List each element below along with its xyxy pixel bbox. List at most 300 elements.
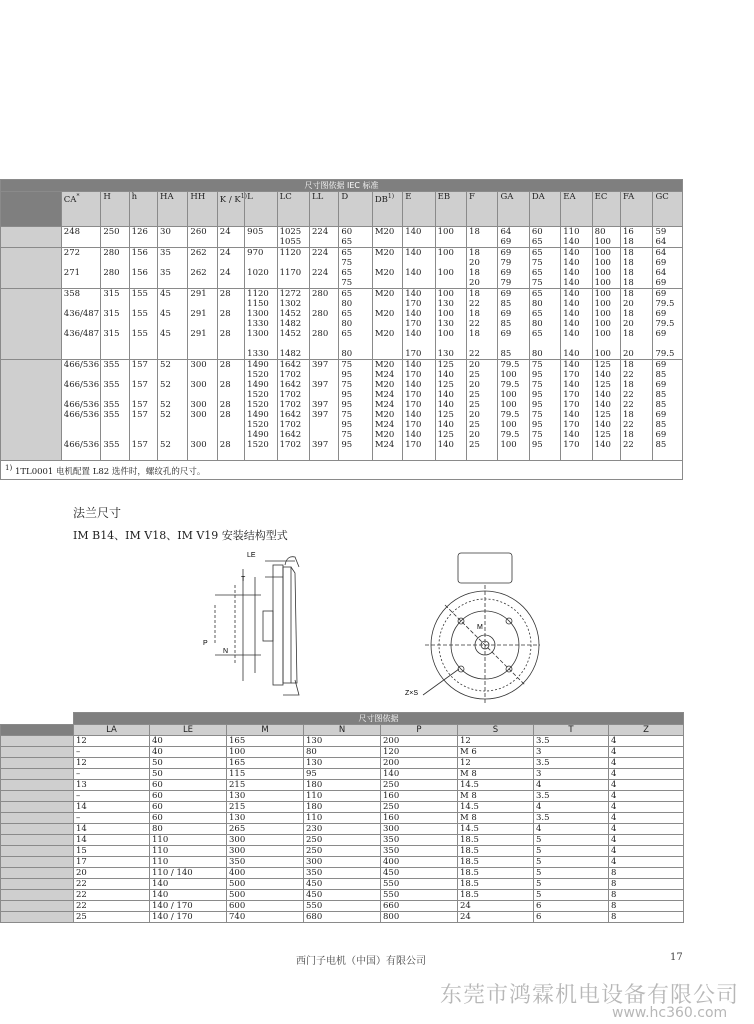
table1-cell: 65 75 65 75	[339, 248, 372, 289]
table2-corner	[1, 725, 74, 736]
table2-row-label	[1, 736, 74, 747]
table1-cell: 155 155 155	[129, 289, 157, 360]
table2-row	[1, 901, 684, 912]
table2-cell: 120	[381, 747, 458, 758]
table1-cell: 140 140	[403, 248, 435, 289]
table1-header-cell	[245, 192, 277, 227]
table1-cell: 125 140 125 140 140 125 140 125 140	[592, 360, 620, 461]
table2-header-cell: Z	[609, 725, 684, 736]
table1-header-cell	[529, 192, 560, 227]
table1-header-label: EA	[563, 192, 576, 202]
table1-header-sup: *	[76, 193, 80, 200]
table1-cell: 397 397 397 397 397	[310, 360, 339, 461]
table2-cell: 13	[74, 780, 150, 791]
table1-cell: 970 1020	[245, 248, 277, 289]
table2-cell: 110	[150, 846, 227, 857]
table2-header-cell: P	[381, 725, 458, 736]
table2-cell: 550	[304, 901, 381, 912]
table2-cell: –	[74, 813, 150, 824]
table1-row-group	[1, 289, 683, 360]
table2-cell: 40	[150, 747, 227, 758]
table2-cell: 4	[609, 835, 684, 846]
table2-cell: 140 / 170	[150, 901, 227, 912]
table2-cell: 50	[150, 769, 227, 780]
table1-header-sup: 1)	[240, 193, 247, 200]
table2-cell: 3	[534, 769, 609, 780]
table1-cell: 79.5 100 79.5 100 100 79.5 100 79.5 100	[498, 360, 529, 461]
table2-cell: 130	[304, 736, 381, 747]
table2-cell: M 6	[458, 747, 534, 758]
table1-header-cell	[217, 192, 247, 227]
table2-cell: M 8	[458, 769, 534, 780]
table1-cell: 1025 1055	[277, 227, 309, 248]
table2-cell: 18.5	[458, 868, 534, 879]
table1-cell: 20 25 20 25 25 20 25 20 25	[467, 360, 498, 461]
table2-cell: 130	[304, 758, 381, 769]
table1-cell: 100 130 100 130 100 130	[435, 289, 466, 360]
table1-header-cell	[592, 192, 620, 227]
table1-cell: 272 271	[61, 248, 101, 289]
table1-cell: 30	[158, 227, 188, 248]
table1-cell: 100 100	[435, 248, 466, 289]
table1-cell: 100 100 100 100	[592, 248, 620, 289]
table1-cell: 75 95 75 95 95 75 95 75 95	[339, 360, 372, 461]
footnote-text: 1TL0001 电机配置 L82 选件时，螺纹孔的尺寸。	[14, 466, 206, 477]
table1-header-cell	[277, 192, 309, 227]
table1-cell: 45 45 45	[158, 289, 188, 360]
table1-header-label: GC	[655, 192, 669, 202]
table1-cell: 905	[245, 227, 277, 248]
table2-row-label	[1, 780, 74, 791]
table1-cell: 300 300 300 300 300	[188, 360, 217, 461]
table2-cell: 350	[227, 857, 304, 868]
label-zs: Z×S	[405, 690, 419, 697]
table1-cell: 18 22 18 22 18 22	[467, 289, 498, 360]
table2-cell: 140	[150, 890, 227, 901]
table2-cell: 22	[74, 901, 150, 912]
table2-row	[1, 890, 684, 901]
table2-row-label	[1, 747, 74, 758]
table1-cell: 125 140 125 140 140 125 140 125 140	[435, 360, 466, 461]
table1-cell: 16 18	[621, 227, 653, 248]
table2-cell: 215	[227, 802, 304, 813]
table2-cell: 8	[609, 868, 684, 879]
table2-cell: 14.5	[458, 802, 534, 813]
table2-cell: 14	[74, 802, 150, 813]
table1-header-label: F	[469, 192, 475, 202]
table1-cell: 1120 1170	[277, 248, 309, 289]
table1-cell: 224 224	[310, 248, 339, 289]
table1-cell: 262 262	[188, 248, 217, 289]
table1-cell: 140 140 140 140	[561, 248, 592, 289]
watermark-company: 东莞市鸿霖机电设备有限公司	[440, 983, 740, 1008]
footnote-marker: 1)	[5, 463, 13, 472]
table2-cell: 4	[534, 802, 609, 813]
section-subtitle: IM B14、IM V18、IM V19 安装结构型式	[73, 529, 288, 542]
table1-cell: M20 M24 M20 M24 M24 M20 M24 M20 M24	[372, 360, 402, 461]
footer-company: 西门子电机（中国）有限公司	[296, 956, 426, 967]
table2-cell: 4	[609, 802, 684, 813]
table1-header-label: HA	[160, 192, 174, 202]
table2-cell: 4	[609, 758, 684, 769]
table2-cell: 3	[534, 747, 609, 758]
table2-cell: 600	[227, 901, 304, 912]
table1-header-label: DB	[374, 194, 388, 205]
table2-header-cell: S	[458, 725, 534, 736]
table2-cell: 140	[150, 879, 227, 890]
table2-cell: 8	[609, 912, 684, 923]
table2-cell: 18.5	[458, 857, 534, 868]
table2-cell: 8	[609, 901, 684, 912]
table2-cell: 80	[304, 747, 381, 758]
table1-header-label: H	[103, 192, 111, 202]
table2-cell: 60	[150, 802, 227, 813]
table2-cell: 60	[150, 813, 227, 824]
table2-cell: 110	[304, 791, 381, 802]
label-le: LE	[247, 552, 256, 559]
label-n: N	[223, 648, 229, 655]
table2-cell: 20	[74, 868, 150, 879]
table2-cell: 250	[304, 846, 381, 857]
table1-cell: 358 436/487 436/487	[61, 289, 101, 360]
table2-cell: 550	[381, 890, 458, 901]
table2-cell: 160	[381, 813, 458, 824]
table1-cell: 355 355 355 355 355	[101, 360, 129, 461]
watermark-site: www.hc360.com	[612, 1005, 728, 1021]
table2-cell: 5	[534, 868, 609, 879]
table2-cell: 12	[74, 758, 150, 769]
table1-cell: 80 100	[592, 227, 620, 248]
table1-cell: 18 18 18 18	[621, 248, 653, 289]
label-m: M	[477, 624, 483, 631]
table2-cell: 110 / 140	[150, 868, 227, 879]
table1-cell: 140 170 140 170 140 170	[403, 289, 435, 360]
table2-row-label	[1, 879, 74, 890]
page-number: 17	[670, 952, 683, 963]
table1-cell: 65 80 65 80 65 80	[529, 289, 560, 360]
table2-cell: 500	[227, 890, 304, 901]
table1-cell: 24	[217, 227, 244, 248]
table1-header-cell	[653, 192, 683, 227]
table1-header-label: DA	[531, 192, 545, 202]
table2-cell: 24	[458, 901, 534, 912]
table1-cell: 18 22 18 22 22 18 22 18 22	[621, 360, 653, 461]
table2-cell: 4	[609, 813, 684, 824]
table2-cell: 4	[609, 846, 684, 857]
table1-header-row	[1, 192, 683, 227]
table1-caption: 尺寸图依据 IEC 标准	[1, 180, 683, 192]
table2-row	[1, 769, 684, 780]
table1-cell: 156 156	[129, 248, 157, 289]
table2-cell: 8	[609, 890, 684, 901]
table2-cell: 300	[381, 824, 458, 835]
table2-row-label	[1, 857, 74, 868]
table2-cell: –	[74, 747, 150, 758]
label-t: T	[241, 576, 246, 583]
table2-cell: 18.5	[458, 835, 534, 846]
table2-cell: 4	[609, 736, 684, 747]
table1-cell: M20	[372, 227, 402, 248]
table2-cell: 14.5	[458, 780, 534, 791]
table1-cell: 224	[310, 227, 339, 248]
table2-cell: 4	[534, 780, 609, 791]
side-view-drawing	[215, 557, 299, 695]
table1-header-label: LL	[312, 192, 324, 202]
table2-cell: 14	[74, 835, 150, 846]
table1-cell: 466/536 466/536 466/536 466/536 466/536	[61, 360, 101, 461]
table1-cell: 69 85 69 85 85 69 85 69 85	[653, 360, 683, 461]
table1-header-sup: 1)	[387, 193, 395, 200]
table1-cell: 28 28 28	[217, 289, 244, 360]
table2-cell: 6	[534, 901, 609, 912]
table2-cell: 165	[227, 736, 304, 747]
table2-cell: 115	[227, 769, 304, 780]
table1-cell: 140 140 140 140 140 140	[561, 289, 592, 360]
table1-cell: 60 65	[339, 227, 372, 248]
table2-cell: 15	[74, 846, 150, 857]
table2-cell: 18.5	[458, 846, 534, 857]
table1-cell: 126	[129, 227, 157, 248]
table2-cell: 110	[150, 857, 227, 868]
table2-cell: 5	[534, 857, 609, 868]
table2-row	[1, 868, 684, 879]
table2-cell: 14	[74, 824, 150, 835]
table2-cell: 450	[381, 868, 458, 879]
table2-cell: 200	[381, 736, 458, 747]
table1-header-cell	[561, 192, 592, 227]
table2-cell: 300	[304, 857, 381, 868]
table2-cell: 450	[304, 879, 381, 890]
flange-drawing	[195, 545, 540, 707]
table1-header-label: D	[341, 192, 349, 202]
table2-cell: 350	[304, 868, 381, 879]
table1-header-cell	[129, 192, 157, 227]
table2-header-cell: N	[304, 725, 381, 736]
table2-cell: 3.5	[534, 736, 609, 747]
table2-cell: 6	[534, 912, 609, 923]
table2-header-row	[1, 725, 684, 736]
table2-row	[1, 758, 684, 769]
table2-cell: 18.5	[458, 890, 534, 901]
table1-cell: 64 69 64 69	[653, 248, 683, 289]
table1-cell: 1120 1150 1300 1330 1300 1330	[245, 289, 277, 360]
table2-cell: 350	[381, 835, 458, 846]
table2-cell: 230	[304, 824, 381, 835]
table1-cell: 18	[467, 227, 498, 248]
table2-cell: 250	[381, 802, 458, 813]
table1-cell: 250	[101, 227, 129, 248]
table2-cell: 180	[304, 780, 381, 791]
table2-row	[1, 912, 684, 923]
section-title: 法兰尺寸	[73, 506, 122, 520]
table2-row	[1, 802, 684, 813]
table2-cell: 250	[381, 780, 458, 791]
table2-blank	[1, 713, 74, 725]
table1-header-label: HH	[190, 192, 206, 202]
table2-cell: 60	[150, 791, 227, 802]
table2-cell: 80	[150, 824, 227, 835]
table2-cell: 8	[609, 879, 684, 890]
table1-cell: 248	[61, 227, 101, 248]
table2-cell: 12	[74, 736, 150, 747]
table2-cell: 400	[381, 857, 458, 868]
table1-cell: 140 170 140 170 170 140 170 140 170	[403, 360, 435, 461]
table2-cell: 3.5	[534, 791, 609, 802]
table2-row	[1, 747, 684, 758]
table2-cell: 215	[227, 780, 304, 791]
table2-cell: –	[74, 791, 150, 802]
table1-cell: 69 79.5 69 79.5 69 79.5	[653, 289, 683, 360]
table2-row-label	[1, 824, 74, 835]
table2-cell: M 8	[458, 791, 534, 802]
table1-row-label	[1, 289, 62, 360]
table2-row-label	[1, 758, 74, 769]
table1-header-cell	[372, 192, 402, 227]
table2-row	[1, 835, 684, 846]
table2-row-label	[1, 802, 74, 813]
table2-row-label	[1, 813, 74, 824]
table2-row	[1, 857, 684, 868]
table1-header-cell	[101, 192, 129, 227]
table1-row-label	[1, 248, 62, 289]
table2-cell: 40	[150, 736, 227, 747]
table2-cell: 22	[74, 879, 150, 890]
table1-cell: M20 M20 M20	[372, 289, 402, 360]
table2-cell: 300	[227, 835, 304, 846]
table2-header-cell: LA	[74, 725, 150, 736]
table2-cell: M 8	[458, 813, 534, 824]
table2-cell: 140	[381, 769, 458, 780]
table2-cell: 4	[609, 824, 684, 835]
table2-row	[1, 879, 684, 890]
table2-cell: 140 / 170	[150, 912, 227, 923]
table2-cell: 5	[534, 846, 609, 857]
label-p: P	[203, 640, 208, 647]
table1-header-label: LC	[279, 192, 292, 202]
table2-cell: 110	[150, 835, 227, 846]
table1-header-cell	[498, 192, 529, 227]
table1-header-label: L	[247, 192, 253, 202]
table2-cell: 24	[458, 912, 534, 923]
table2-cell: 200	[381, 758, 458, 769]
table2-row-label	[1, 868, 74, 879]
table1-header-cell	[435, 192, 466, 227]
table1-cell: 315 315 315	[101, 289, 129, 360]
table2-cell: 25	[74, 912, 150, 923]
table2-row-label	[1, 835, 74, 846]
table1-corner	[1, 192, 62, 227]
table2-cell: 130	[227, 791, 304, 802]
table1-header-cell	[188, 192, 217, 227]
table2-cell: 12	[458, 758, 534, 769]
table1-header-label: h	[131, 192, 138, 202]
table2-cell: 740	[227, 912, 304, 923]
table1-row-group	[1, 227, 683, 248]
table2-cell: 4	[609, 780, 684, 791]
table1-cell: 140	[403, 227, 435, 248]
table1-cell: 100 100 100 100 100 100	[592, 289, 620, 360]
table1-cell: 291 291 291	[188, 289, 217, 360]
table2-cell: 5	[534, 835, 609, 846]
table1-header-label: CA	[63, 194, 77, 205]
table1-cell: 60 65	[529, 227, 560, 248]
table2-row	[1, 846, 684, 857]
table2-cell: 4	[609, 747, 684, 758]
table2-header-cell: M	[227, 725, 304, 736]
table2-cell: 4	[534, 824, 609, 835]
table1-cell: 52 52 52 52 52	[158, 360, 188, 461]
table1-cell: 24 24	[217, 248, 244, 289]
table2-cell: 110	[304, 813, 381, 824]
table2-cell: 14.5	[458, 824, 534, 835]
table2-cell: 95	[304, 769, 381, 780]
table2-cell: 5	[534, 890, 609, 901]
table1-cell: 65 75 65 75	[529, 248, 560, 289]
table1-cell: 1642 1702 1642 1702 1702 1642 1702 1642 1702	[277, 360, 309, 461]
table2-cell: 12	[458, 736, 534, 747]
table2-cell: 250	[304, 835, 381, 846]
table1-cell: 260	[188, 227, 217, 248]
table1-cell: 110 140	[561, 227, 592, 248]
table2-cell: 265	[227, 824, 304, 835]
table1-cell: 59 64	[653, 227, 683, 248]
table1-cell: 35 35	[158, 248, 188, 289]
table2-cell: 4	[609, 769, 684, 780]
table1-cell: 280 280 280	[310, 289, 339, 360]
table1-header-cell	[621, 192, 653, 227]
table2-row	[1, 736, 684, 747]
table1-row-label	[1, 227, 62, 248]
table2-cell: 300	[227, 846, 304, 857]
table2-row	[1, 791, 684, 802]
table1-header-label: EC	[594, 192, 608, 202]
table1-row-group	[1, 360, 683, 461]
table1-header-cell	[467, 192, 498, 227]
table1-cell: 69 79 69 79	[498, 248, 529, 289]
table2-header-cell: T	[534, 725, 609, 736]
table2-cell: 60	[150, 780, 227, 791]
flange-dimension-table	[0, 712, 684, 923]
table2-row-label	[1, 791, 74, 802]
table1-header-cell	[310, 192, 339, 227]
table1-header-label: FA	[623, 192, 635, 202]
table2-cell: 550	[381, 879, 458, 890]
table2-row-label	[1, 912, 74, 923]
table1-footnote	[1, 461, 683, 480]
table2-cell: 350	[381, 846, 458, 857]
table1-cell: 64 69	[498, 227, 529, 248]
table1-header-label: K / K	[219, 194, 241, 205]
table2-cell: 160	[381, 791, 458, 802]
table1-row-group	[1, 248, 683, 289]
table2-caption: 尺寸图依据	[74, 713, 684, 725]
table2-row-label	[1, 846, 74, 857]
table2-header-cell: LE	[150, 725, 227, 736]
table2-cell: 500	[227, 879, 304, 890]
table1-header-label: GA	[500, 192, 514, 202]
table2-cell: 18.5	[458, 879, 534, 890]
table2-cell: 17	[74, 857, 150, 868]
table2-cell: 165	[227, 758, 304, 769]
table1-header-label: EB	[437, 192, 451, 202]
table2-cell: 400	[227, 868, 304, 879]
table1-header-label: E	[405, 192, 412, 202]
table1-cell: 280 280	[101, 248, 129, 289]
table2-cell: 5	[534, 879, 609, 890]
table1-cell: 18 20 18 20	[467, 248, 498, 289]
table2-row-label	[1, 901, 74, 912]
table2-cell: 4	[609, 791, 684, 802]
